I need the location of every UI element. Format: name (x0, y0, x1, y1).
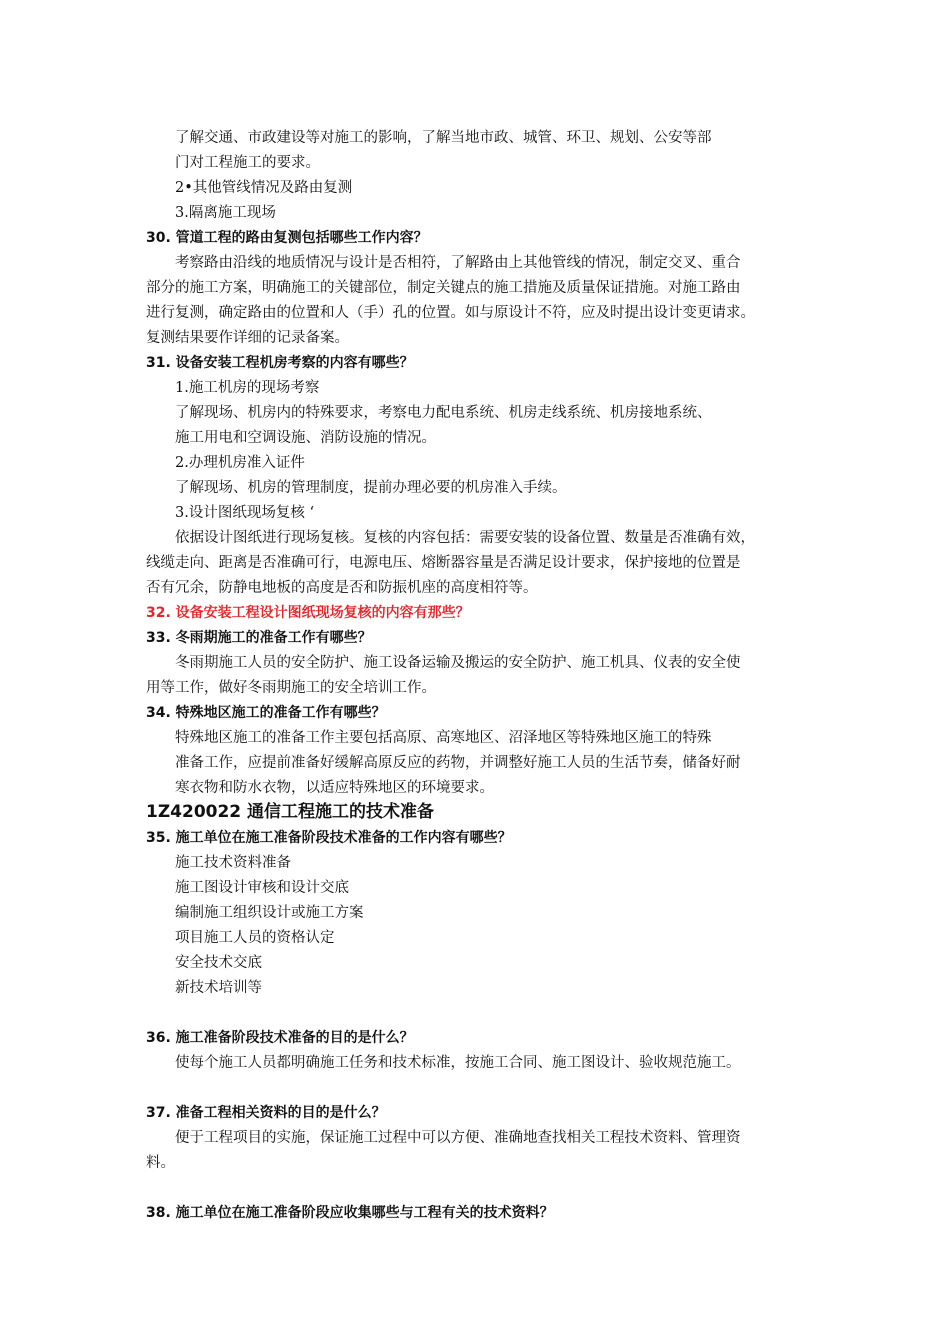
list-item: 编制施工组织设计或施工方案 (175, 905, 364, 921)
text-line: 3.隔离施工现场 (175, 205, 276, 221)
section-heading: 1Z420022 通信工程施工的技术准备 (146, 802, 435, 822)
question-37-heading: 37. 准备工程相关资料的目的是什么？ (146, 1105, 386, 1121)
text-line: 门对工程施工的要求。 (175, 155, 320, 171)
text-line: 了解现场、机房内的特殊要求，考察电力配电系统、机房走线系统、机房接地系统、 (175, 405, 712, 421)
text-line: 部分的施工方案，明确施工的关键部位，制定关键点的施工措施及质量保证措施。对施工路由 (146, 280, 741, 296)
question-34-heading: 34. 特殊地区施工的准备工作有哪些？ (146, 705, 386, 721)
text-line: 2.办理机房准入证件 (175, 455, 305, 471)
text-line: 2•其他管线情况及路由复测 (175, 180, 353, 196)
text-line: 寒衣物和防水衣物，以适应特殊地区的环境要求。 (175, 780, 494, 796)
text-line: 了解现场、机房的管理制度，提前办理必要的机房准入手续。 (175, 480, 567, 496)
text-line: 依据设计图纸进行现场复核。复核的内容包括：需要安装的设备位置、数量是否准确有效， (175, 530, 755, 546)
text-line: 特殊地区施工的准备工作主要包括高原、高寒地区、沼泽地区等特殊地区施工的特殊 (175, 730, 712, 746)
question-32-heading: 32. 设备安装工程设计图纸现场复核的内容有那些？ (146, 605, 470, 621)
question-38-heading: 38. 施工单位在施工准备阶段应收集哪些与工程有关的技术资料？ (146, 1205, 554, 1221)
text-line: 3.设计图纸现场复核 ‘ (175, 505, 315, 521)
question-30-heading: 30. 管道工程的路由复测包括哪些工作内容？ (146, 230, 428, 246)
text-line: 冬雨期施工人员的安全防护、施工设备运输及搬运的安全防护、施工机具、仪表的安全使 (175, 655, 741, 671)
text-line: 了解交通、市政建设等对施工的影响，了解当地市政、城管、环卫、规划、公安等部 (175, 130, 712, 146)
text-line: 1.施工机房的现场考察 (175, 380, 320, 396)
question-31-heading: 31. 设备安装工程机房考察的内容有哪些？ (146, 355, 414, 371)
text-line: 施工用电和空调设施、消防设施的情况。 (175, 430, 436, 446)
question-36-heading: 36. 施工准备阶段技术准备的目的是什么？ (146, 1030, 414, 1046)
text-line: 用等工作，做好冬雨期施工的安全培训工作。 (146, 680, 436, 696)
list-item: 安全技术交底 (175, 955, 262, 971)
text-line: 复测结果要作详细的记录备案。 (146, 330, 349, 346)
list-item: 施工图设计审核和设计交底 (175, 880, 349, 896)
question-33-heading: 33. 冬雨期施工的准备工作有哪些？ (146, 630, 372, 646)
text-line: 便于工程项目的实施，保证施工过程中可以方便、准确地查找相关工程技术资料、管理资 (175, 1130, 741, 1146)
text-line: 进行复测，确定路由的位置和人（手）孔的位置。如与原设计不符，应及时提出设计变更请求。 (146, 305, 755, 321)
list-item: 施工技术资料准备 (175, 855, 291, 871)
list-item: 新技术培训等 (175, 980, 262, 996)
list-item: 项目施工人员的资格认定 (175, 930, 335, 946)
text-line: 准备工作，应提前准备好缓解高原反应的药物，并调整好施工人员的生活节奏，储备好耐 (175, 755, 741, 771)
text-line: 否有冗余，防静电地板的高度是否和防振机座的高度相符等。 (146, 580, 538, 596)
text-line: 料。 (146, 1155, 175, 1171)
text-line: 使每个施工人员都明确施工任务和技术标准，按施工合同、施工图设计、验收规范施工。 (175, 1055, 741, 1071)
text-line: 考察路由沿线的地质情况与设计是否相符，了解路由上其他管线的情况，制定交叉、重合 (175, 255, 741, 271)
text-line: 线缆走向、距离是否准确可行，电源电压、熔断器容量是否满足设计要求，保护接地的位置是 (146, 555, 741, 571)
question-35-heading: 35. 施工单位在施工准备阶段技术准备的工作内容有哪些？ (146, 830, 512, 846)
